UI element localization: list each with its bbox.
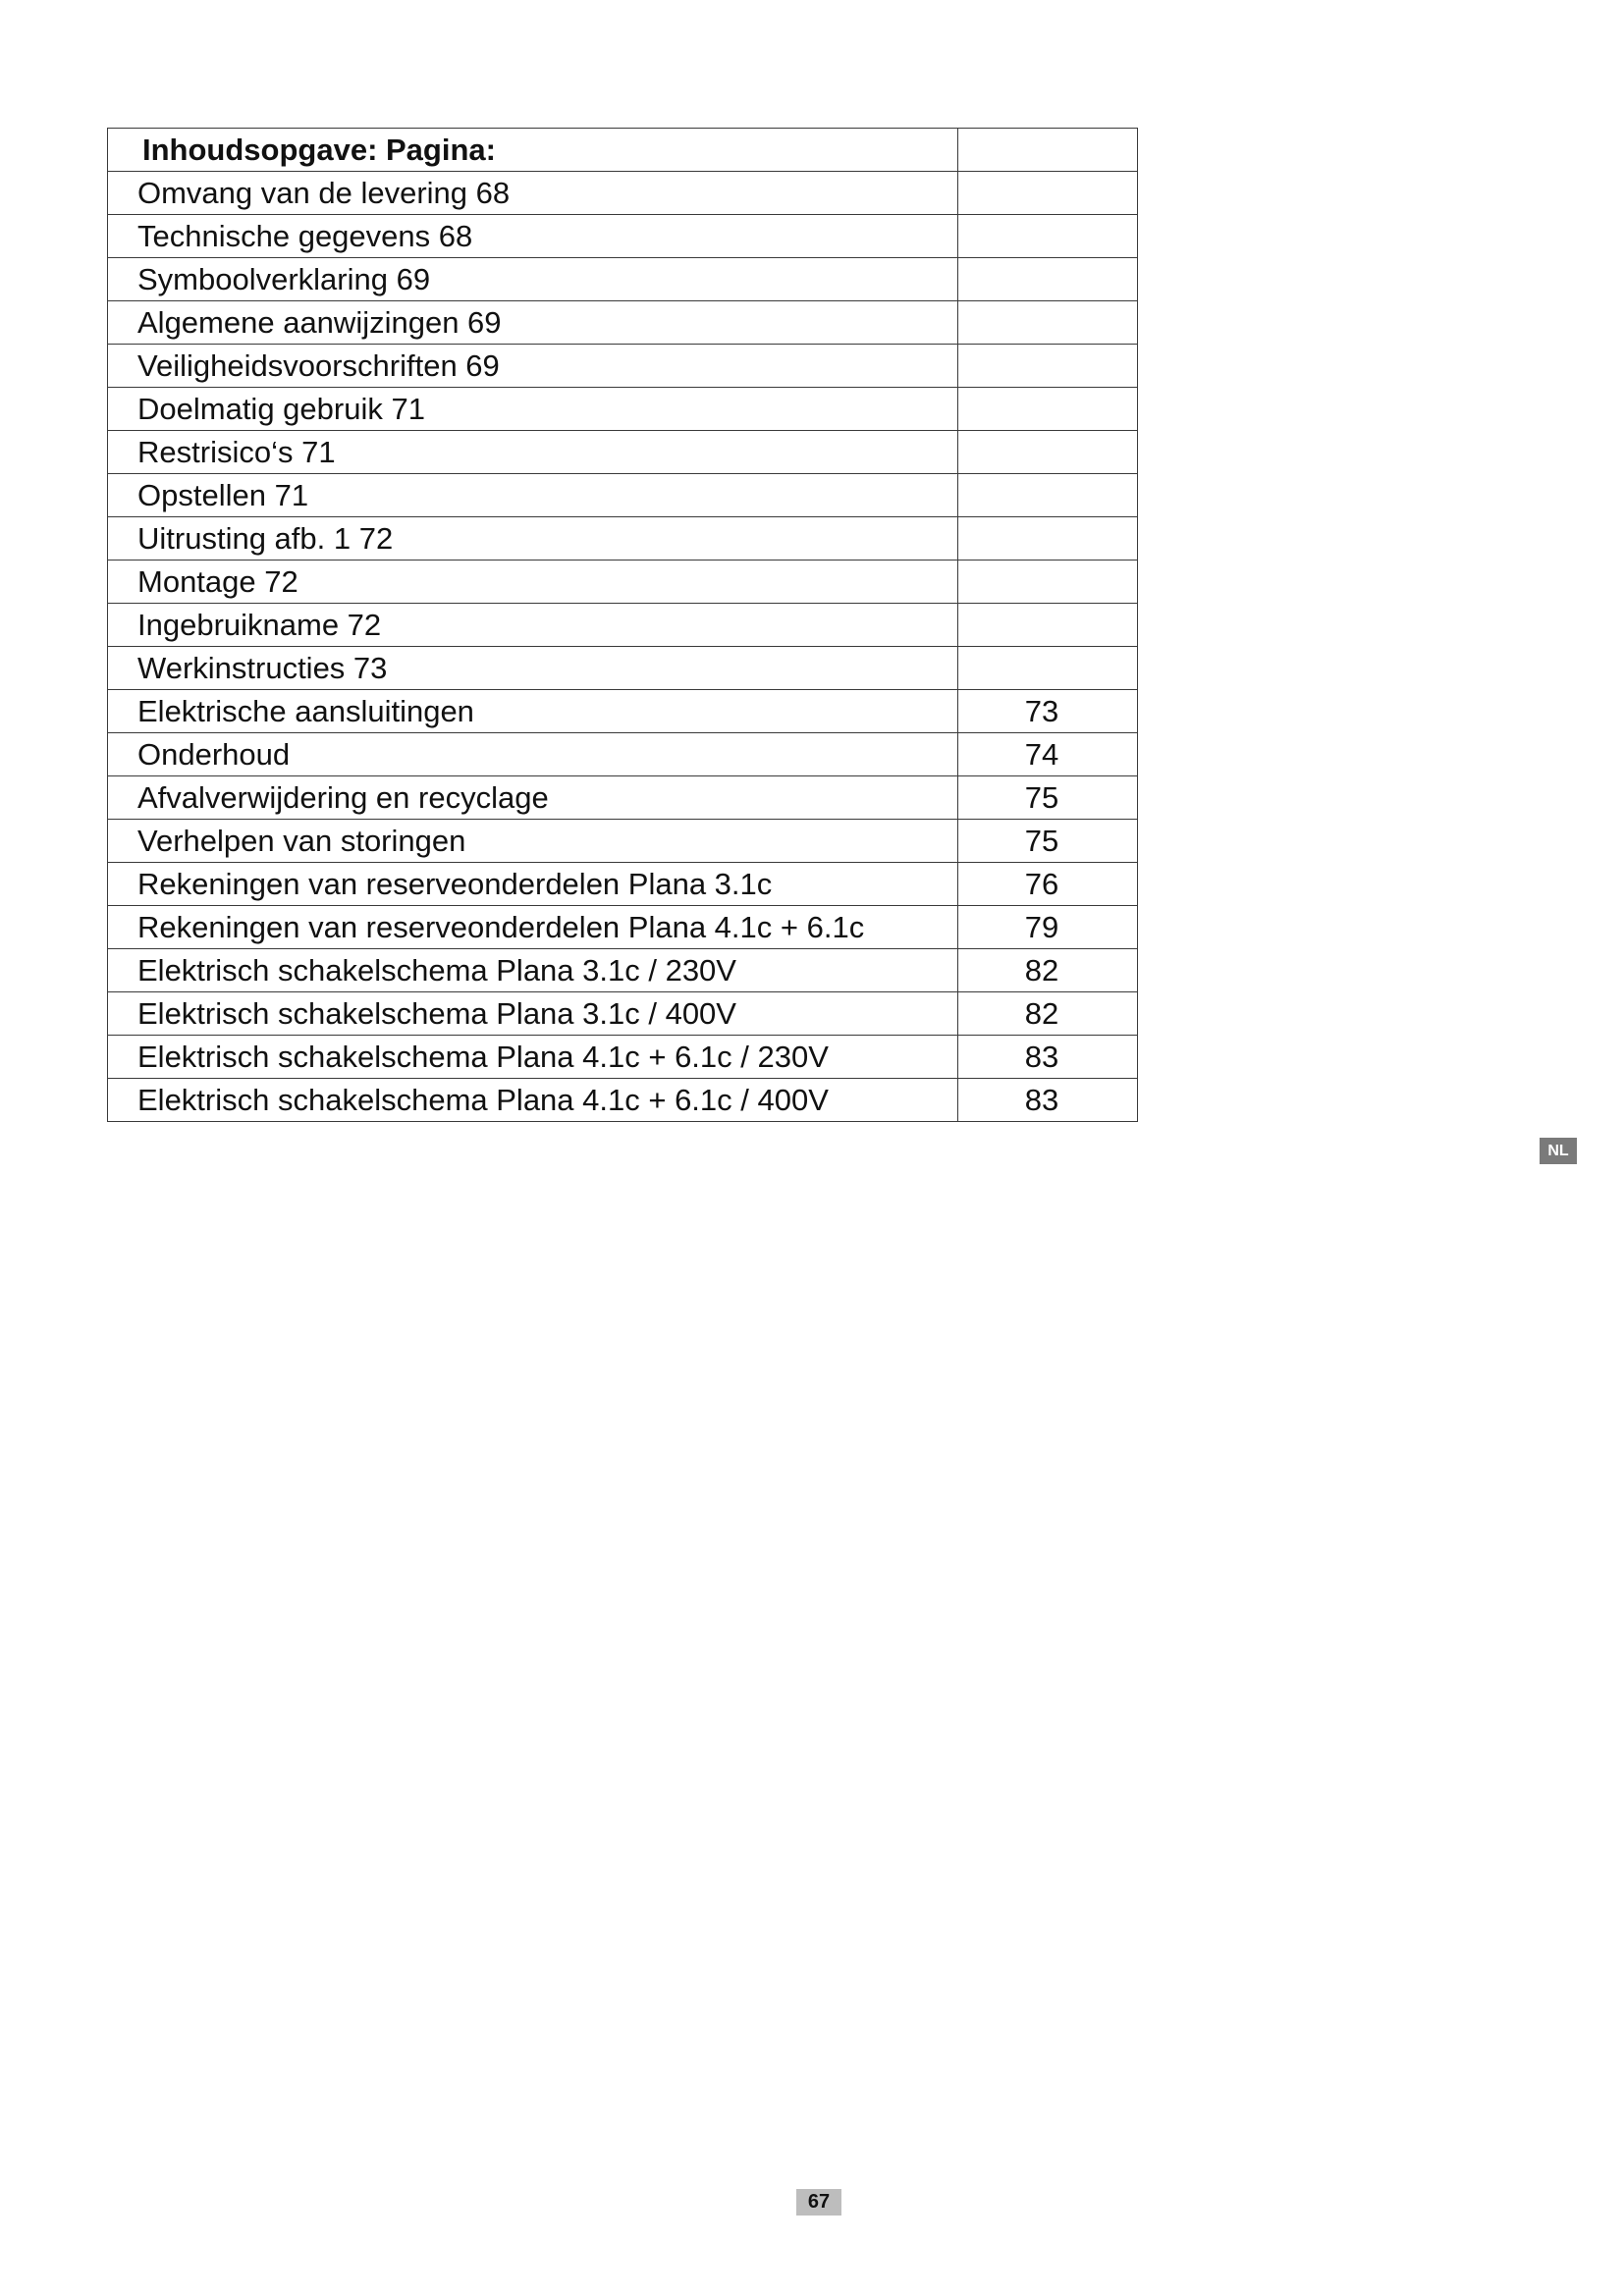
toc-row xyxy=(108,647,1138,690)
toc-row xyxy=(108,215,1138,258)
toc-row xyxy=(108,733,1138,776)
page-number: 67 xyxy=(796,2189,841,2216)
toc-entry-title: Omvang van de levering 68 xyxy=(108,172,958,215)
toc-entry-title: Elektrisch schakelschema Plana 4.1c + 6.1c / 400V xyxy=(108,1079,958,1122)
toc-row xyxy=(108,992,1138,1036)
toc-row xyxy=(108,172,1138,215)
toc-entry-page: 76 xyxy=(958,863,1138,906)
toc-header-title: Inhoudsopgave: Pagina: xyxy=(108,129,958,172)
toc-row xyxy=(108,863,1138,906)
toc-entry-title: Elektrisch schakelschema Plana 4.1c + 6.1c / 230V xyxy=(108,1036,958,1079)
toc-row xyxy=(108,561,1138,604)
toc-entry-title: Onderhoud xyxy=(108,733,958,776)
toc-entry-page: 83 xyxy=(958,1079,1138,1122)
toc-row xyxy=(108,820,1138,863)
toc-entry-page: 79 xyxy=(958,906,1138,949)
toc-entry-title: Opstellen 71 xyxy=(108,474,958,517)
toc-row xyxy=(108,949,1138,992)
toc-row xyxy=(108,690,1138,733)
toc-entry-page xyxy=(958,172,1138,215)
toc-entry-page: 74 xyxy=(958,733,1138,776)
toc-header-page xyxy=(958,129,1138,172)
toc-row xyxy=(108,301,1138,345)
toc-entry-title: Uitrusting afb. 1 72 xyxy=(108,517,958,561)
toc-entry-page: 75 xyxy=(958,820,1138,863)
toc-entry-title: Rekeningen van reserveonderdelen Plana 4.1c + 6.1c xyxy=(108,906,958,949)
toc-row xyxy=(108,388,1138,431)
toc-entry-title: Technische gegevens 68 xyxy=(108,215,958,258)
toc-entry-page: 75 xyxy=(958,776,1138,820)
toc-body xyxy=(108,129,1138,1122)
table-of-contents xyxy=(107,128,1138,1122)
toc-entry-title: Montage 72 xyxy=(108,561,958,604)
toc-row xyxy=(108,906,1138,949)
toc-row xyxy=(108,1079,1138,1122)
toc-row xyxy=(108,776,1138,820)
toc-entry-title: Algemene aanwijzingen 69 xyxy=(108,301,958,345)
toc-entry-page: 73 xyxy=(958,690,1138,733)
toc-entry-page xyxy=(958,604,1138,647)
toc-entry-page: 83 xyxy=(958,1036,1138,1079)
toc-entry-title: Veiligheidsvoorschriften 69 xyxy=(108,345,958,388)
toc-entry-page: 82 xyxy=(958,992,1138,1036)
toc-entry-title: Elektrisch schakelschema Plana 3.1c / 230V xyxy=(108,949,958,992)
toc-entry-title: Symboolverklaring 69 xyxy=(108,258,958,301)
toc-row xyxy=(108,604,1138,647)
toc-entry-title: Werkinstructies 73 xyxy=(108,647,958,690)
toc-entry-page xyxy=(958,301,1138,345)
toc-entry-title: Elektrisch schakelschema Plana 3.1c / 400V xyxy=(108,992,958,1036)
language-badge: NL xyxy=(1540,1138,1577,1164)
toc-entry-title: Rekeningen van reserveonderdelen Plana 3.1c xyxy=(108,863,958,906)
toc-row xyxy=(108,474,1138,517)
toc-entry-page xyxy=(958,474,1138,517)
toc-row xyxy=(108,345,1138,388)
toc-entry-page xyxy=(958,517,1138,561)
toc-entry-page xyxy=(958,561,1138,604)
toc-row xyxy=(108,1036,1138,1079)
toc-entry-title: Ingebruikname 72 xyxy=(108,604,958,647)
toc-header-row xyxy=(108,129,1138,172)
toc-entry-title: Doelmatig gebruik 71 xyxy=(108,388,958,431)
toc-entry-page: 82 xyxy=(958,949,1138,992)
toc-entry-title: Afvalverwijdering en recyclage xyxy=(108,776,958,820)
toc-entry-page xyxy=(958,388,1138,431)
toc-row xyxy=(108,517,1138,561)
toc-entry-title: Verhelpen van storingen xyxy=(108,820,958,863)
toc-row xyxy=(108,258,1138,301)
toc-entry-title: Elektrische aansluitingen xyxy=(108,690,958,733)
toc-row xyxy=(108,431,1138,474)
toc-entry-page xyxy=(958,215,1138,258)
toc-entry-title: Restrisico‘s 71 xyxy=(108,431,958,474)
toc-entry-page xyxy=(958,431,1138,474)
toc-entry-page xyxy=(958,258,1138,301)
toc-entry-page xyxy=(958,647,1138,690)
toc-entry-page xyxy=(958,345,1138,388)
